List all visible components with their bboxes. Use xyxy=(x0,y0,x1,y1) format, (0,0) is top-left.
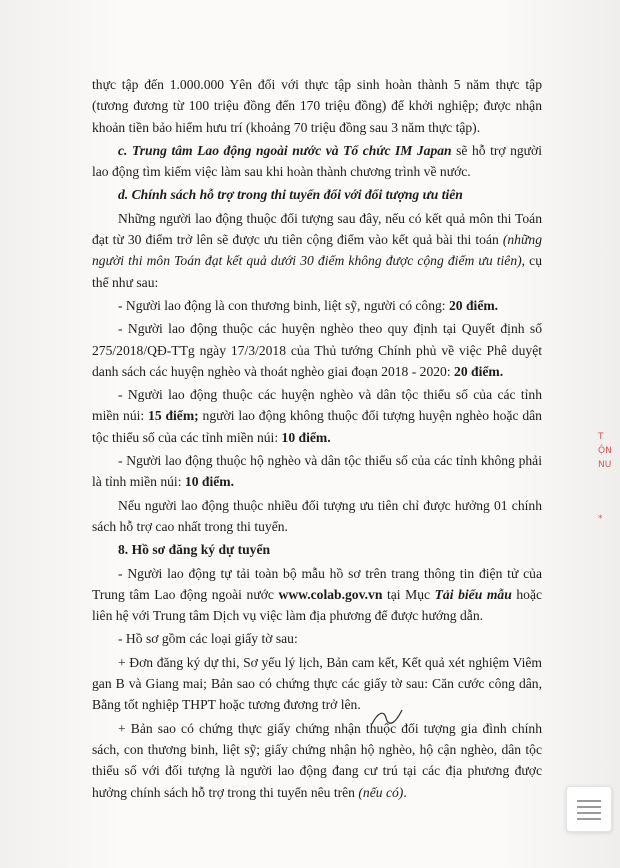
colab-website-link[interactable]: www.colab.gov.vn xyxy=(278,586,383,602)
paragraph-single-policy-note: Nếu người lao động thuộc nhiều đối tượng ưu tiên chỉ được hưởng 01 chính sách hỗ trợ cao nhất trong thi tuyển. xyxy=(92,497,542,534)
red-stamp-edge: T ỘN NU * xyxy=(598,432,612,524)
heading-8-application-dossier: 8. Hồ sơ đăng ký dự tuyển xyxy=(118,542,271,558)
signature-mark-icon xyxy=(370,706,404,728)
paragraph-c-job-support: c. Trung tâm Lao động ngoài nước và Tổ chức IM Japan sẽ hỗ trợ người lao động tìm kiếm việc làm sau khi hoàn thành chương trình về nước. xyxy=(92,142,542,180)
heading-d-priority-policy: d. Chính sách hỗ trợ trong thi tuyển đối với đối tượng ưu tiên xyxy=(118,187,463,203)
paragraph-internship-support: thực tập đến 1.000.000 Yên đối với thực tập sinh hoàn thành 5 năm thực tập (tương đương từ 100 triệu đồng đến 170 triệu đồng) để khởi nghiệp; được nhận khoản tiền bảo hiểm hưu trí (khoảng 70 triệu đồng sau 3 năm thực tập). xyxy=(92,77,542,135)
list-item-poor-households: - Người lao động thuộc hộ nghèo và dân tộc thiểu số của các tỉnh không phải là tỉnh miền núi: 10 điểm. xyxy=(92,453,542,490)
list-item-certified-copies: + Bản sao có chứng thực giấy chứng nhận thuộc đối tượng gia đình chính sách, con thương binh, liệt sỹ; giấy chứng nhận hộ nghèo, hộ cận nghèo, dân tộc thiểu số với đối tượng là người lao động đang cư trú tại các địa phương được hưởng chính sách hỗ trợ trong thi tuyển nêu trên (nếu có). xyxy=(92,720,542,800)
document-body xyxy=(92,74,542,805)
paragraph-priority-intro: Những người lao động thuộc đối tượng sau đây, nếu có kết quả môn thi Toán đạt từ 30 điểm trở lên sẽ được ưu tiên cộng điểm vào kết quả bài thi toán (những người thi môn Toán đạt kết quả dưới 30 điểm không được cộng điểm ưu tiên), cụ thể như sau: xyxy=(92,210,542,290)
list-item-dossier-forms: + Đơn đăng ký dự thi, Sơ yếu lý lịch, Bản cam kết, Kết quả xét nghiệm Viêm gan B và Giang mai; Bản sao có chứng thực các giấy tờ sau: Căn cước công dân, Bằng tốt nghiệp THPT hoặc tương đương trở lên. xyxy=(92,654,542,713)
paragraph-download-forms: - Người lao động tự tải toàn bộ mẫu hồ sơ trên trang thông tin điện tử của Trung tâm Lao động ngoài nước www.colab.gov.vn tại Mục Tải biểu mẫu hoặc liên hệ với Trung tâm Dịch vụ việc làm địa phương để được hướng dẫn. xyxy=(92,565,543,624)
list-item-martyr-children: - Người lao động là con thương binh, liệt sỹ, người có công: 20 điểm. xyxy=(118,297,499,313)
hamburger-menu-icon xyxy=(577,798,601,820)
list-item-ethnic-mountain: - Người lao động thuộc các huyện nghèo và dân tộc thiểu số của các tỉnh miền núi: 15 điểm; người lao động không thuộc đối tượng huyện nghèo hoặc dân tộc thiểu số của các tỉnh miền núi: 10 điểm. xyxy=(92,387,542,445)
menu-button[interactable] xyxy=(566,786,612,832)
paragraph-dossier-items-intro: - Hồ sơ gồm các loại giấy tờ sau: xyxy=(118,631,298,647)
list-item-poor-districts: - Người lao động thuộc các huyện nghèo theo quy định tại Quyết định số 275/2018/QĐ-TTg ngày 17/3/2018 của Thủ tướng Chính phủ về việc Phê duyệt danh sách các huyện nghèo và thoát nghèo giai đoạn 2018 - 2020: 20 điểm. xyxy=(92,321,542,379)
